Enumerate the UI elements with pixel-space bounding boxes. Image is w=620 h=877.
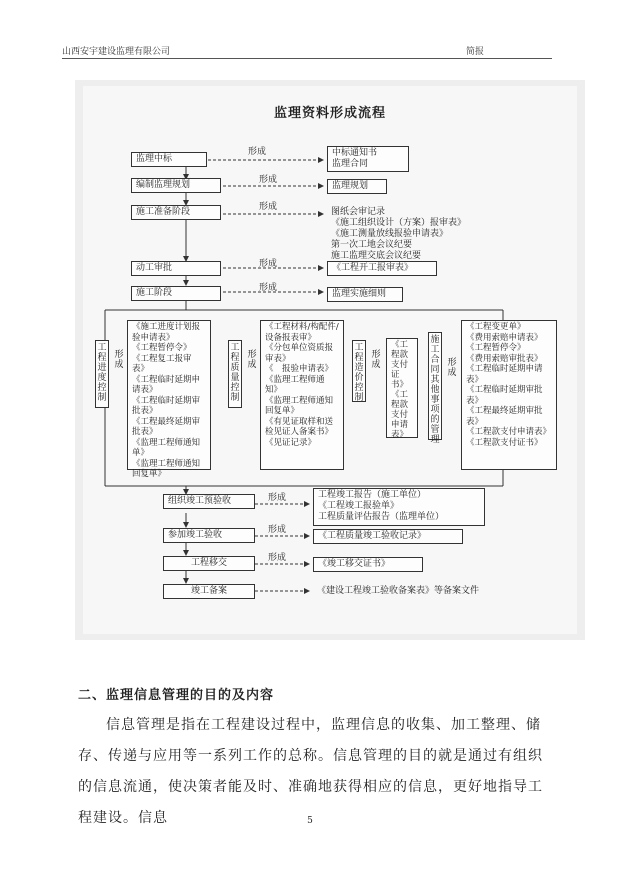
stage-bid-won: 监理中标 xyxy=(131,152,207,167)
doc-type: 简报 xyxy=(466,47,485,57)
arrow-label: 形成 xyxy=(259,175,278,185)
stage-construction-prep: 施工准备阶段 xyxy=(131,205,221,220)
branch-progress-label: 形成 xyxy=(114,350,124,370)
section-heading: 二、监理信息管理的目的及内容 xyxy=(78,688,275,703)
branch-quality-label: 形成 xyxy=(247,350,257,370)
arrow-label: 形成 xyxy=(259,202,278,212)
output-construction: 监理实施细则 xyxy=(327,287,403,302)
arrow-label: 形成 xyxy=(259,283,278,293)
branch-progress-outputs: 《施工进度计划报验申请表》 《工程暂停令》 《工程复工报审表》 《工程临时延期申请表》 《工程临时延期审批表》 《工程最终延期审批表》 《监理工程师通知单》 《监理工程师通知回复单》 xyxy=(127,320,211,470)
arrow-label: 形成 xyxy=(268,553,287,563)
output-construction-prep: 图纸会审记录 《施工组织设计（方案）报审表》 《施工测量放线报验申请表》 第一次工地会议纪要 施工监理交底会议纪要 xyxy=(331,207,467,261)
output-bid-won: 中标通知书 监理合同 xyxy=(327,146,409,172)
page-header xyxy=(62,44,552,59)
stage-construction: 施工阶段 xyxy=(131,286,221,301)
stage-filing: 竣工备案 xyxy=(163,584,255,599)
stage-start-approval: 动工审批 xyxy=(131,261,221,276)
company-name: 山西安宇建设监理有限公司 xyxy=(62,47,171,57)
branch-contract-label: 形成 xyxy=(447,358,457,378)
flowchart-figure xyxy=(75,80,585,640)
arrow-label: 形成 xyxy=(259,259,278,269)
arrow-label: 形成 xyxy=(268,525,287,535)
section-paragraph: 信息管理是指在工程建设过程中，监理信息的收集、加工整理、储存、传递与应用等一系列工作的总称。信息管理的目的就是通过有组织的信息流通，使决策者能及时、准确地获得相应的信息，更好地指导工程建设。信息 xyxy=(78,717,543,826)
output-handover: 《竣工移交证书》 xyxy=(313,557,423,572)
branch-cost-control: 工程造价控制 xyxy=(352,340,366,402)
branch-progress-control: 工程进度控制 xyxy=(95,340,109,408)
branch-contract-outputs: 《工程变更单》 《费用索赔申请表》 《工程暂停令》 《费用索赔审批表》 《工程临时延期申请表》 《工程临时延期审批表》 《工程最终延期审批表》 《工程款支付申请表》 《工程款支付证书》 xyxy=(461,320,557,470)
stage-supervision-plan: 编制监理规划 xyxy=(131,178,221,193)
branch-cost-outputs: 《工程款支付证书》 《工程款支付申请表》 xyxy=(386,338,418,438)
branch-cost-label: 形成 xyxy=(371,350,381,370)
stage-handover: 工程移交 xyxy=(163,556,255,571)
arrow-label: 形成 xyxy=(248,147,267,157)
flowchart-title: 监理资料形成流程 xyxy=(273,106,386,121)
output-pre-acceptance: 工程竣工报告（施工单位） 《工程竣工报验单》 工程质量评估报告（监理单位） xyxy=(313,488,485,526)
arrow-label: 形成 xyxy=(268,493,287,503)
stage-final-acceptance: 参加竣工验收 xyxy=(163,528,255,543)
output-filing: 《建设工程竣工验收备案表》等备案文件 xyxy=(317,586,480,596)
page-number: 5 xyxy=(307,816,313,826)
output-final-acceptance: 《工程质量竣工验收记录》 xyxy=(313,529,463,544)
branch-quality-outputs: 《工程材料/构配件/设备报表审》 《分包单位资质报审表》 《 报验申请表》 《监理工程师通知》 《监理工程师通知回复单》 《有见证取样和送检见证人备案书》 《见证记录》 xyxy=(260,320,344,470)
stage-pre-acceptance: 组织竣工预验收 xyxy=(163,494,255,509)
output-start-approval: 《工程开工报审表》 xyxy=(327,261,437,276)
branch-quality-control: 工程质量控制 xyxy=(228,340,242,408)
output-supervision-plan: 监理规划 xyxy=(327,179,387,194)
branch-contract-management: 施工合同其他事项的管理 xyxy=(428,332,442,440)
